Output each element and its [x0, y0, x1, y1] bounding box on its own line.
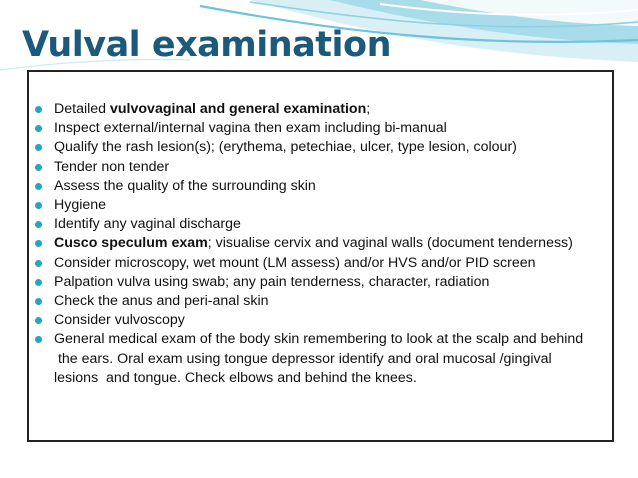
- bold-text: Cusco speculum exam: [54, 235, 208, 252]
- bullet-dot-icon: [35, 260, 42, 267]
- list-item-line: lesions and tongue. Check elbows and behind the knees.: [54, 369, 417, 386]
- bullet-dot-icon: [35, 183, 42, 190]
- slide-title: Vulval examination: [22, 25, 391, 65]
- list-item: Consider vulvoscopy: [29, 311, 612, 330]
- bullet-dot-icon: [35, 279, 42, 286]
- bullet-dot-icon: [35, 164, 42, 171]
- bullet-dot-icon: [35, 106, 42, 113]
- bullet-dot-icon: [35, 202, 42, 209]
- list-item-line: the ears. Oral exam using tongue depressor identify and oral mucosal /gingival: [54, 350, 552, 367]
- list-item-line: General medical exam of the body skin remembering to look at the scalp and behind: [54, 331, 584, 348]
- list-item: Identify any vaginal discharge: [29, 215, 612, 234]
- bullet-dot-icon: [35, 317, 42, 324]
- bullet-dot-icon: [35, 298, 42, 305]
- bullet-list: [29, 100, 612, 388]
- bullet-dot-icon: [35, 336, 42, 343]
- list-item: Consider microscopy, wet mount (LM assess) and/or HVS and/or PID screen: [29, 254, 612, 273]
- list-item: Cusco speculum exam; visualise cervix and vaginal walls (document tenderness): [29, 234, 612, 253]
- bullet-dot-icon: [35, 144, 42, 151]
- content-box: [27, 70, 614, 442]
- list-item: Inspect external/internal vagina then exam including bi-manual: [29, 119, 612, 138]
- list-item: Assess the quality of the surrounding skin: [29, 177, 612, 196]
- list-item: Palpation vulva using swab; any pain tenderness, character, radiation: [29, 273, 612, 292]
- list-item: Check the anus and peri-anal skin: [29, 292, 612, 311]
- list-item: Qualify the rash lesion(s); (erythema, petechiae, ulcer, type lesion, colour): [29, 138, 612, 157]
- list-item: Tender non tender: [29, 158, 612, 177]
- bullet-dot-icon: [35, 240, 42, 247]
- list-item: Detailed vulvovaginal and general examination;: [29, 100, 612, 119]
- bullet-dot-icon: [35, 221, 42, 228]
- bullet-dot-icon: [35, 125, 42, 132]
- bold-text: vulvovaginal and general examination: [110, 101, 367, 117]
- list-item: [29, 330, 612, 388]
- list-item: Hygiene: [29, 196, 612, 215]
